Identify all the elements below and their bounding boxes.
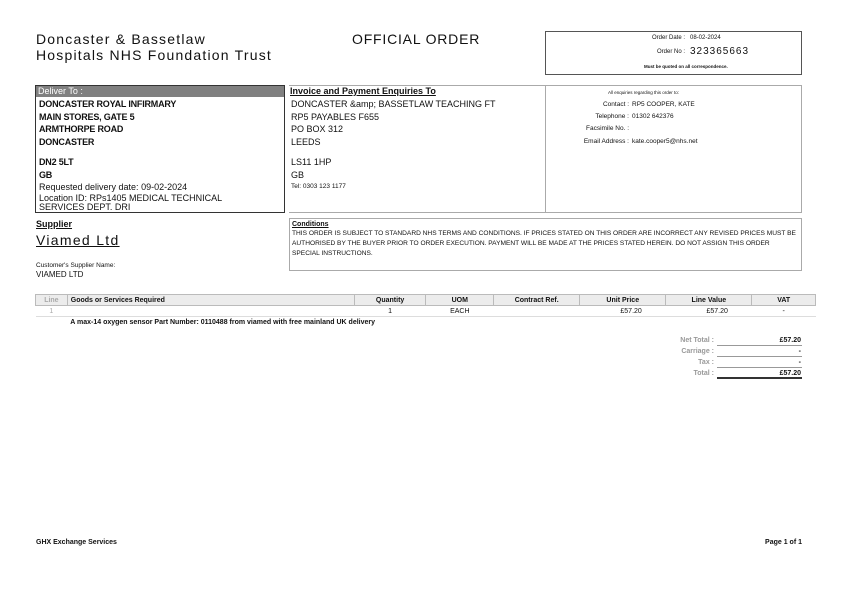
order-number-value: 323365663 (690, 46, 750, 57)
deliver-postcode: DN2 5LT (39, 157, 74, 167)
trust-name-line2: Hospitals NHS Foundation Trust (36, 47, 272, 63)
deliver-line4: DONCASTER (39, 136, 95, 147)
net-total-label: Net Total : (680, 337, 714, 344)
contact-note: All enquiries regarding this order to: (608, 90, 680, 95)
tax-label: Tax : (698, 359, 714, 366)
invoice-line2: RP5 PAYABLES F655 (291, 111, 380, 122)
col-header-uom: UOM (426, 295, 494, 306)
table-row-description (36, 317, 816, 328)
customer-supplier-value: VIAMED LTD (36, 270, 84, 279)
supplier-name: Viamed Ltd (36, 232, 120, 248)
table-header-row (36, 295, 816, 306)
conditions-text: THIS ORDER IS SUBJECT TO STANDARD NHS TERMS AND CONDITIONS. IF PRICES STATED ON THIS ORDER ARE INCORRECT ANY REVISED PRICES MUST BE AUTHORISED BY THE BUYER PRIOR TO ORDER EXECUTION. PAYMENT WILL BE MADE AT THE PRICES STATED HEREIN. DO NOT ASSIGN THIS ORDER SPECIAL INSTRUCTIONS. (292, 230, 796, 257)
customer-supplier-label: Customer's Supplier Name: (36, 262, 116, 269)
col-header-quantity: Quantity (354, 295, 426, 306)
col-header-line-value: Line Value (666, 295, 752, 306)
cell-uom: EACH (426, 306, 494, 317)
cell-line-value: £57.20 (666, 306, 752, 317)
col-header-unit-price: Unit Price (580, 295, 666, 306)
total-value: £57.20 (717, 369, 802, 379)
order-lines-table (35, 294, 816, 328)
item-description: A max-14 oxygen sensor Part Number: 0110488 from viamed with free mainland UK delivery (70, 318, 376, 326)
cell-unit-price: £57.20 (580, 306, 666, 317)
tax-value: - (717, 358, 802, 368)
footer-page-number: Page 1 of 1 (765, 539, 802, 546)
invoice-country: GB (291, 169, 305, 180)
conditions-box (289, 218, 802, 271)
telephone-value: 01302 642376 (632, 113, 674, 120)
cell-vat: - (752, 306, 816, 317)
invoice-heading: Invoice and Payment Enquiries To (290, 86, 436, 96)
invoice-postcode: LS11 1HP (291, 157, 332, 167)
order-date-label: Order Date : (651, 35, 685, 41)
totals-block (600, 336, 802, 380)
trust-name (36, 31, 272, 63)
col-header-contract: Contract Ref. (494, 295, 580, 306)
email-label: Email Address : (583, 138, 629, 145)
conditions-heading: Conditions (292, 221, 329, 228)
contact-label: Contact : (602, 101, 629, 108)
cell-line: 1 (36, 306, 68, 317)
order-info-box (545, 31, 802, 75)
location-id-line2: SERVICES DEPT. DRI (39, 201, 131, 212)
order-number-note: Must be quoted on all correspondence. (644, 64, 728, 69)
cell-goods (67, 306, 354, 317)
invoice-tel: Tel: 0303 123 1177 (291, 183, 346, 190)
col-header-vat: VAT (752, 295, 816, 306)
telephone-label: Telephone : (595, 113, 629, 120)
deliver-to-heading: Deliver To : (36, 86, 284, 97)
order-number-label: Order No : (656, 49, 685, 55)
deliver-line1: DONCASTER ROYAL INFIRMARY (39, 99, 177, 109)
table-row (36, 306, 816, 317)
invoice-line1: DONCASTER &amp; BASSETLAW TEACHING FT (291, 99, 496, 109)
location-id-line1: Location ID: RPs1405 MEDICAL TECHNICAL (39, 192, 223, 203)
document-title: OFFICIAL ORDER (352, 31, 481, 47)
trust-name-line1: Doncaster & Bassetlaw (36, 31, 206, 47)
email-value: kate.cooper5@nhs.net (632, 138, 698, 145)
deliver-line3: ARMTHORPE ROAD (39, 124, 124, 134)
total-label: Total : (693, 370, 714, 377)
deliver-country: GB (39, 169, 53, 180)
deliver-line2: MAIN STORES, GATE 5 (39, 111, 135, 122)
deliver-to-box (35, 85, 285, 213)
supplier-label: Supplier (36, 219, 73, 229)
cell-quantity: 1 (354, 306, 426, 317)
net-total-value: £57.20 (717, 336, 802, 346)
footer-provider: GHX Exchange Services (36, 539, 117, 546)
col-header-goods: Goods or Services Required (67, 295, 354, 306)
col-header-line: Line (36, 295, 68, 306)
order-date-value: 08-02-2024 (690, 35, 721, 41)
invoice-line3: PO BOX 312 (291, 124, 344, 134)
invoice-line4: LEEDS (291, 136, 321, 147)
invoice-box (289, 85, 546, 213)
contact-value: RP5 COOPER, KATE (632, 101, 695, 108)
cell-contract (494, 306, 580, 317)
carriage-value: - (717, 347, 802, 357)
fax-label: Facsimile No. : (586, 125, 629, 132)
carriage-label: Carriage : (681, 348, 714, 355)
contact-box (546, 85, 802, 213)
requested-delivery-date: Requested delivery date: 09-02-2024 (39, 182, 188, 192)
